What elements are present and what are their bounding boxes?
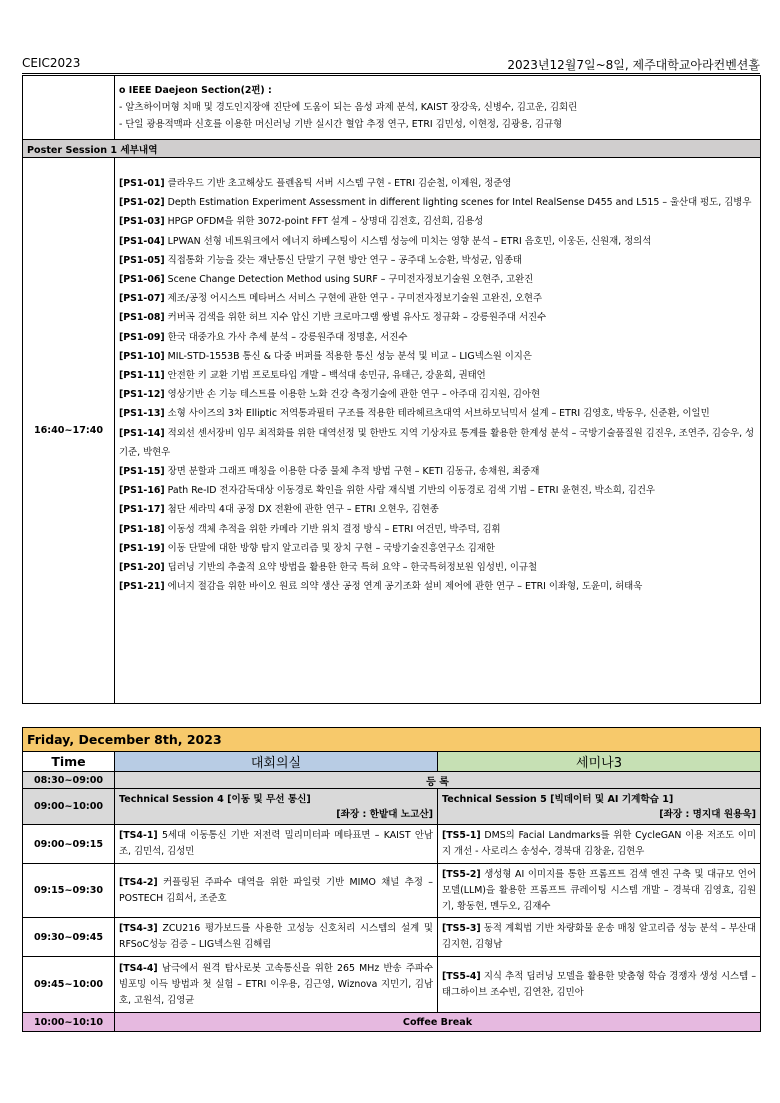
session-5-chair: [좌장 : 명지대 원용욱] — [659, 808, 757, 820]
talk-time: 09:45~10:00 — [23, 957, 115, 1013]
conference-date-venue: 2023년12월7일~8일, 제주대학교아라컨벤션홀 — [507, 58, 760, 72]
talk-session-5: [TS5-4] 지식 추적 딥러닝 모델을 활용한 맞춤형 학습 경쟁자 생성 시스템 – 태그하이브 조수빈, 김연찬, 김민아 — [438, 957, 761, 1013]
poster-item: [PS1-03] HPGP OFDM을 위한 3072-point FFT 설계 – 상명대 김전호, 김선희, 김용성 — [119, 216, 484, 228]
poster-item: [PS1-05] 직접통화 기능을 갖는 재난통신 단말기 구현 방안 연구 – 공주대 노승환, 박성균, 임종태 — [119, 254, 522, 266]
conference-name: CEIC2023 — [22, 56, 81, 70]
room-header-row — [23, 752, 761, 772]
poster-item: [PS1-02] Depth Estimation Experiment Assessment in different lighting scenes for Intel RealSense D455 and L515 – 울산대 펑도, 김병우 — [119, 197, 752, 209]
poster-item: [PS1-11] 안전한 키 교환 기법 프로토타입 개발 – 백석대 송민규, 유태근, 강윤희, 권태언 — [119, 370, 486, 382]
talk-session-4: [TS4-1] 5세대 이동통신 기반 저전력 밀리미터파 메타표면 – KAIST 안남조, 김민석, 김성민 — [115, 825, 438, 864]
poster-item: [PS1-19] 이동 단말에 대한 방향 탐지 알고리즘 및 장치 구현 – 국방기술진흥연구소 김재한 — [119, 542, 495, 554]
talk-row — [23, 825, 761, 864]
poster-item: [PS1-01] 클라우드 기반 초고해상도 플렌옵틱 서버 시스템 구현 - ETRI 김순철, 이제원, 정준영 — [119, 178, 512, 189]
room-header-seminar3: 세미나3 — [438, 752, 761, 772]
talk-row — [23, 864, 761, 918]
registration-row — [23, 772, 761, 789]
talk-time: 09:00~09:15 — [23, 825, 115, 864]
registration-label: 등 록 — [115, 772, 761, 789]
coffee-label: Coffee Break — [115, 1013, 761, 1032]
session-header-row — [23, 789, 761, 825]
poster-item: [PS1-09] 한국 대중가요 가사 추세 분석 – 강릉원주대 정명훈, 서진수 — [119, 331, 408, 343]
poster-item: [PS1-08] 커버곡 검색을 위한 허브 지수 압신 기반 크로마그램 쌍별 유사도 정규화 – 강릉원주대 서진수 — [119, 312, 547, 324]
poster-body-row — [23, 158, 761, 704]
ieee-row — [23, 76, 761, 140]
talk-session-5: [TS5-2] 생성형 AI 이미지를 통한 프롬프트 검색 엔진 구축 및 대규모 언어 모델(LLM)을 활용한 프롬프트 큐레이팅 시스템 개발 – 경북대 김영효, 김원기, 황동현, 멘두오, 김재수 — [438, 864, 761, 918]
poster-item: [PS1-14] 적외선 센서장비 임무 최적화를 위한 대역선정 및 한반도 지역 기상자료 통계를 활용한 한계성 분석 – 국방기술품질원 김진우, 조연주, 김승우, 성기준, 박현우 — [119, 427, 755, 458]
talk-time: 09:30~09:45 — [23, 918, 115, 957]
session-4-chair: [좌장 : 한밭대 노고산] — [336, 808, 433, 820]
poster-heading-row — [23, 140, 761, 158]
poster-item: [PS1-07] 제조/공정 어시스트 메타버스 서비스 구현에 관한 연구 - 구미전자정보기술원 고완진, 오현주 — [119, 293, 543, 305]
talk-row — [23, 918, 761, 957]
poster-time: 16:40~17:40 — [23, 158, 115, 704]
registration-time: 08:30~09:00 — [23, 772, 115, 789]
friday-title: Friday, December 8th, 2023 — [23, 728, 761, 752]
ieee-line: - 단일 광용적맥파 신호를 이용한 머신러닝 기반 실시간 혈압 추정 연구, ETRI 김민성, 이현정, 김광용, 김규형 — [119, 119, 563, 130]
poster-list — [115, 158, 761, 704]
poster-item: [PS1-15] 장면 분할과 그래프 매칭을 이용한 다중 물체 추적 방법 구현 – KETI 김동규, 송채원, 최중재 — [119, 466, 540, 478]
talk-time: 09:15~09:30 — [23, 864, 115, 918]
poster-item: [PS1-20] 딥러닝 기반의 추출적 요약 방법을 활용한 한국 특허 요약 – 한국특허정보원 임성빈, 이규철 — [119, 562, 538, 574]
session-4-header — [115, 789, 438, 825]
poster-heading: Poster Session 1 세부내역 — [23, 140, 761, 158]
poster-item: [PS1-13] 소형 사이즈의 3차 Elliptic 저역통과필터 구조를 적용한 테라헤르츠대역 서브하모닉믹서 설계 – ETRI 김영호, 박동우, 신준환, 이일민 — [119, 408, 710, 420]
talk-session-4: [TS4-2] 커플링된 주파수 대역을 위한 파일럿 기반 MIMO 채널 추정 – POSTECH 김희서, 조준호 — [115, 864, 438, 918]
friday-schedule-table — [22, 727, 761, 1032]
session-5-title: Technical Session 5 [빅데이터 및 AI 기계학습 1] — [442, 793, 674, 805]
poster-item: [PS1-16] Path Re-ID 전자감독대상 이동경로 확인을 위한 사람 재식별 기반의 이동경로 검색 기법 – ETRI 윤현진, 박소희, 김건우 — [119, 485, 655, 497]
coffee-time: 10:00~10:10 — [23, 1013, 115, 1032]
ieee-line: - 알츠하이머형 치매 및 경도인지장애 진단에 도움이 되는 음성 과제 분석, KAIST 장강욱, 신병수, 김고운, 김회린 — [119, 102, 578, 113]
poster-item: [PS1-10] MIL-STD-1553B 통신 & 다중 버퍼를 적용한 통신 성능 분석 및 비교 – LIG넥스원 이지은 — [119, 350, 532, 362]
room-header-main-hall: 대회의실 — [115, 752, 438, 772]
ieee-section — [115, 76, 761, 140]
poster-item: [PS1-12] 영상기반 손 기능 테스트를 이용한 노화 건강 측정기술에 관한 연구 – 아주대 김지원, 김아현 — [119, 389, 541, 401]
time-header: Time — [23, 752, 115, 772]
talk-session-5: [TS5-1] DMS의 Facial Landmarks를 위한 CycleGAN 이용 저조도 이미지 개선 - 사로리스 송성수, 경북대 김창윤, 김현우 — [438, 825, 761, 864]
talk-session-5: [TS5-3] 동적 계획법 기반 차량화물 운송 매칭 알고리즘 성능 분석 – 부산대 김지현, 김형남 — [438, 918, 761, 957]
session-5-header — [438, 789, 761, 825]
poster-item: [PS1-18] 이동성 객체 추적을 위한 카메라 기반 위치 결정 방식 – ETRI 여건민, 박주덕, 김휘 — [119, 523, 501, 535]
poster-item: [PS1-06] Scene Change Detection Method using SURF – 구미전자정보기술원 오현주, 고완진 — [119, 274, 534, 286]
session-time: 09:00~10:00 — [23, 789, 115, 825]
talk-session-4: [TS4-3] ZCU216 평가보드를 사용한 고성능 신호처리 시스템의 설계 및 RFSoC성능 검증 – LIG넥스원 김해림 — [115, 918, 438, 957]
talk-session-4: [TS4-4] 남극에서 원격 탐사로봇 고속통신을 위한 265 MHz 반송 주파수 빔포밍 이득 방법과 첫 실험 – ETRI 이우용, 김근영, Wiznova 지민기, 김남호, 고원석, 김영균 — [115, 957, 438, 1013]
friday-title-row — [23, 728, 761, 752]
ieee-title: o IEEE Daejeon Section(2편) : — [119, 85, 272, 96]
page-header — [22, 54, 760, 74]
poster-item: [PS1-21] 에너지 절감을 위한 바이오 원료 의약 생산 공정 연계 공기조화 설비 제어에 관한 연구 – ETRI 이좌형, 도윤미, 허태욱 — [119, 581, 643, 593]
poster-item: [PS1-17] 첨단 세라믹 4대 공정 DX 전환에 관한 연구 – ETRI 오현우, 김현종 — [119, 504, 439, 516]
coffee-break-row — [23, 1013, 761, 1032]
poster-item: [PS1-04] LPWAN 선형 네트워크에서 에너지 하베스팅이 시스템 성능에 미치는 영향 분석 – ETRI 음호민, 이웅돈, 신원재, 정의석 — [119, 235, 652, 247]
session-4-title: Technical Session 4 [이동 및 무선 통신] — [119, 793, 311, 805]
talk-row — [23, 957, 761, 1013]
poster-session-table — [22, 75, 761, 704]
